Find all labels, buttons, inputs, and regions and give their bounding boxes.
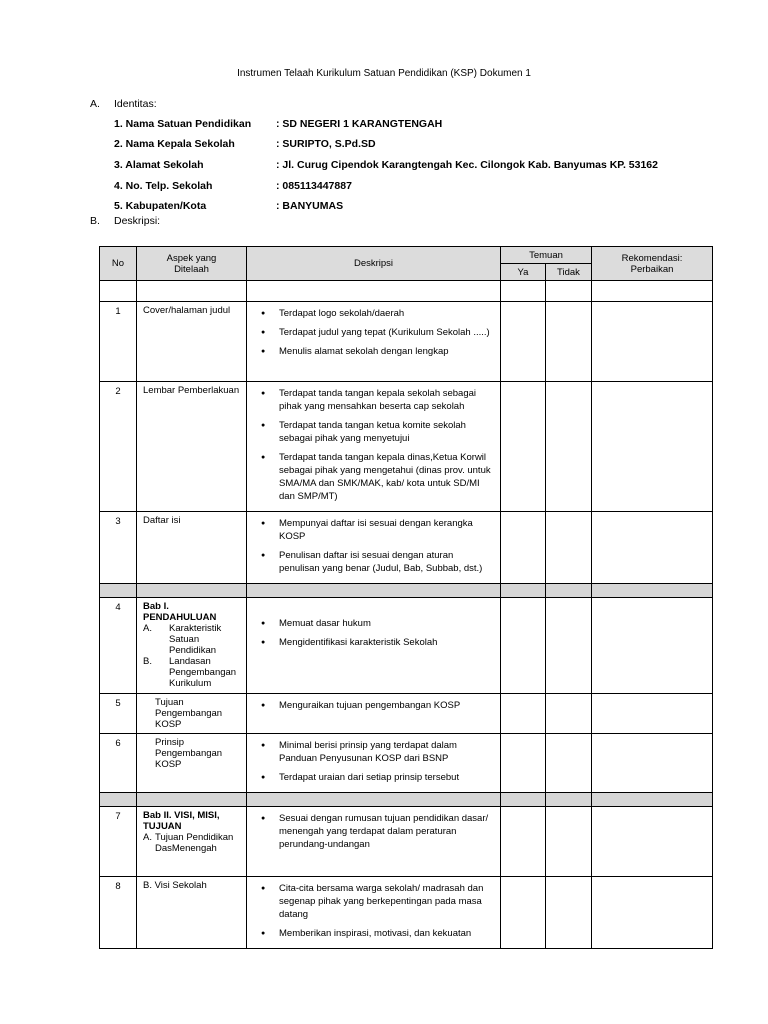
row-no: 1 [100, 302, 137, 382]
identity-row-school-name [114, 118, 443, 130]
identity-row-principal [114, 138, 376, 150]
cell-ya[interactable] [501, 382, 546, 512]
row-aspek: B. Visi Sekolah [137, 877, 247, 949]
description-item: ● Penulisan daftar isi sesuai dengan aturan penulisan yang benar (Judul, Bab, Subbab, dst.) [269, 549, 496, 575]
row-deskripsi [247, 512, 501, 584]
description-item: ● Terdapat tanda tangan kepala dinas,Ketua Korwil sebagai pihak yang mengetahui (dinas prov. untuk SMA/MA dan SMK/MAK, kab/ kota untuk SD/MI dan SMP/MT) [269, 451, 496, 503]
identity-row-phone [114, 180, 352, 192]
row-deskripsi [247, 382, 501, 512]
description-item: ● Cita-cita bersama warga sekolah/ madrasah dan segenap pihak yang berkepentingan pada masa datang [269, 882, 496, 921]
cell-rekomendasi[interactable] [592, 694, 713, 734]
description-item: ● Terdapat tanda tangan kepala sekolah sebagai pihak yang mensahkan beserta cap sekolah [269, 387, 496, 413]
section-a-letter: A. [90, 98, 100, 110]
cell-ya[interactable] [501, 734, 546, 793]
table-row [100, 877, 713, 949]
identity-label: 3. Alamat Sekolah [114, 159, 204, 171]
cell-ya[interactable] [501, 694, 546, 734]
identity-label: 5. Kabupaten/Kota [114, 200, 207, 212]
description-item: ● Terdapat judul yang tepat (Kurikulum Sekolah .....) [269, 326, 496, 339]
row-aspek: Daftar isi [137, 512, 247, 584]
description-item: ● Mempunyai daftar isi sesuai dengan kerangka KOSP [269, 517, 496, 543]
row-no: 3 [100, 512, 137, 584]
sub-text: Karakteristik Satuan Pendidikan [169, 623, 222, 656]
cell-tidak[interactable] [546, 734, 592, 793]
description-item: ● Terdapat logo sekolah/daerah [269, 307, 496, 320]
identity-label: 1. Nama Satuan Pendidikan [114, 118, 252, 130]
description-item: ● Mengidentifikasi karakteristik Sekolah [269, 636, 496, 649]
section-a-heading [90, 98, 157, 110]
cell-rekomendasi[interactable] [592, 598, 713, 694]
sub-text: Tujuan Pendidikan DasMenengah [155, 832, 234, 854]
table-row [100, 382, 713, 512]
header-ya: Ya [501, 264, 546, 281]
sub-text: Landasan Pengembangan Kurikulum [169, 656, 237, 689]
identity-value: : SD NEGERI 1 KARANGTENGAH [276, 118, 443, 130]
cell-rekomendasi[interactable] [592, 302, 713, 382]
description-item: ● Sesuai dengan rumusan tujuan pendidikan dasar/ menengah yang terdapat dalam peraturan perundang-undangan [269, 812, 496, 851]
identity-value: : 085113447887 [276, 180, 352, 192]
cell-tidak[interactable] [546, 694, 592, 734]
table-row [100, 694, 713, 734]
section-b-letter: B. [90, 215, 100, 227]
cell-ya[interactable] [501, 807, 546, 877]
row-deskripsi [247, 694, 501, 734]
row-no: 7 [100, 807, 137, 877]
description-item: ● Menguraikan tujuan pengembangan KOSP [269, 699, 496, 712]
review-table [99, 246, 713, 949]
description-item: ● Memuat dasar hukum [269, 617, 496, 630]
section-a-label: Identitas: [114, 98, 157, 110]
row-no: 6 [100, 734, 137, 793]
row-aspek: Tujuan Pengembangan KOSP [137, 694, 247, 734]
cell-tidak[interactable] [546, 382, 592, 512]
cell-tidak[interactable] [546, 877, 592, 949]
description-item: ● Terdapat uraian dari setiap prinsip tersebut [269, 771, 496, 784]
row-aspek: Prinsip Pengembangan KOSP [137, 734, 247, 793]
table-row [100, 512, 713, 584]
header-rekomendasi: Rekomendasi: Perbaikan [592, 247, 713, 281]
row-aspek: Lembar Pemberlakuan [137, 382, 247, 512]
cell-ya[interactable] [501, 598, 546, 694]
document-title: Instrumen Telaah Kurikulum Satuan Pendidikan (KSP) Dokumen 1 [237, 68, 531, 79]
identity-value: : Jl. Curug Cipendok Karangtengah Kec. Cilongok Kab. Banyumas KP. 53162 [276, 159, 658, 171]
identity-value: : SURIPTO, S.Pd.SD [276, 138, 376, 150]
row-aspek-sub [143, 623, 242, 656]
row-aspek-sub [143, 832, 242, 854]
description-item: ● Memberikan inspirasi, motivasi, dan kekuatan [269, 927, 496, 940]
row-aspek-title: Bab I. PENDAHULUAN [143, 601, 217, 623]
section-b-heading [90, 215, 160, 227]
cell-tidak[interactable] [546, 302, 592, 382]
row-no: 2 [100, 382, 137, 512]
table-separator-row [100, 793, 713, 807]
description-item: ● Terdapat tanda tangan ketua komite sekolah sebagai pihak yang menyetujui [269, 419, 496, 445]
section-b-label: Deskripsi: [114, 215, 161, 227]
description-item: ● Menulis alamat sekolah dengan lengkap [269, 345, 496, 358]
table-row-empty [100, 281, 713, 302]
row-deskripsi [247, 302, 501, 382]
cell-tidak[interactable] [546, 598, 592, 694]
row-deskripsi [247, 598, 501, 694]
table-row [100, 734, 713, 793]
row-no: 4 [100, 598, 137, 694]
row-deskripsi [247, 734, 501, 793]
cell-rekomendasi[interactable] [592, 382, 713, 512]
cell-ya[interactable] [501, 512, 546, 584]
row-aspek: Cover/halaman judul [137, 302, 247, 382]
description-item: ● Minimal berisi prinsip yang terdapat dalam Panduan Penyusunan KOSP dari BSNP [269, 739, 496, 765]
identity-label: 4. No. Telp. Sekolah [114, 180, 213, 192]
header-deskripsi: Deskripsi [247, 247, 501, 281]
row-aspek [137, 598, 247, 694]
row-no: 5 [100, 694, 137, 734]
identity-label: 2. Nama Kepala Sekolah [114, 138, 235, 150]
table-separator-row [100, 584, 713, 598]
cell-ya[interactable] [501, 302, 546, 382]
identity-row-regency [114, 200, 344, 212]
row-aspek-title: Bab II. VISI, MISI, TUJUAN [143, 810, 220, 832]
header-aspek: Aspek yang Ditelaah [137, 247, 247, 281]
header-temuan: Temuan [501, 247, 592, 264]
cell-rekomendasi[interactable] [592, 807, 713, 877]
table-header-row [100, 247, 713, 264]
cell-tidak[interactable] [546, 512, 592, 584]
identity-row-address [114, 159, 658, 171]
cell-tidak[interactable] [546, 807, 592, 877]
cell-rekomendasi[interactable] [592, 877, 713, 949]
header-no: No [100, 247, 137, 281]
row-deskripsi [247, 807, 501, 877]
cell-rekomendasi[interactable] [592, 512, 713, 584]
row-deskripsi [247, 877, 501, 949]
sub-key: A. [143, 832, 152, 843]
table-row [100, 598, 713, 694]
row-aspek-sub [143, 656, 242, 689]
row-no: 8 [100, 877, 137, 949]
cell-rekomendasi[interactable] [592, 734, 713, 793]
row-aspek [137, 807, 247, 877]
header-tidak: Tidak [546, 264, 592, 281]
sub-key: B. [143, 656, 152, 667]
identity-value: : BANYUMAS [276, 200, 344, 212]
sub-key: A. [143, 623, 152, 634]
table-row [100, 302, 713, 382]
cell-ya[interactable] [501, 877, 546, 949]
table-row [100, 807, 713, 877]
